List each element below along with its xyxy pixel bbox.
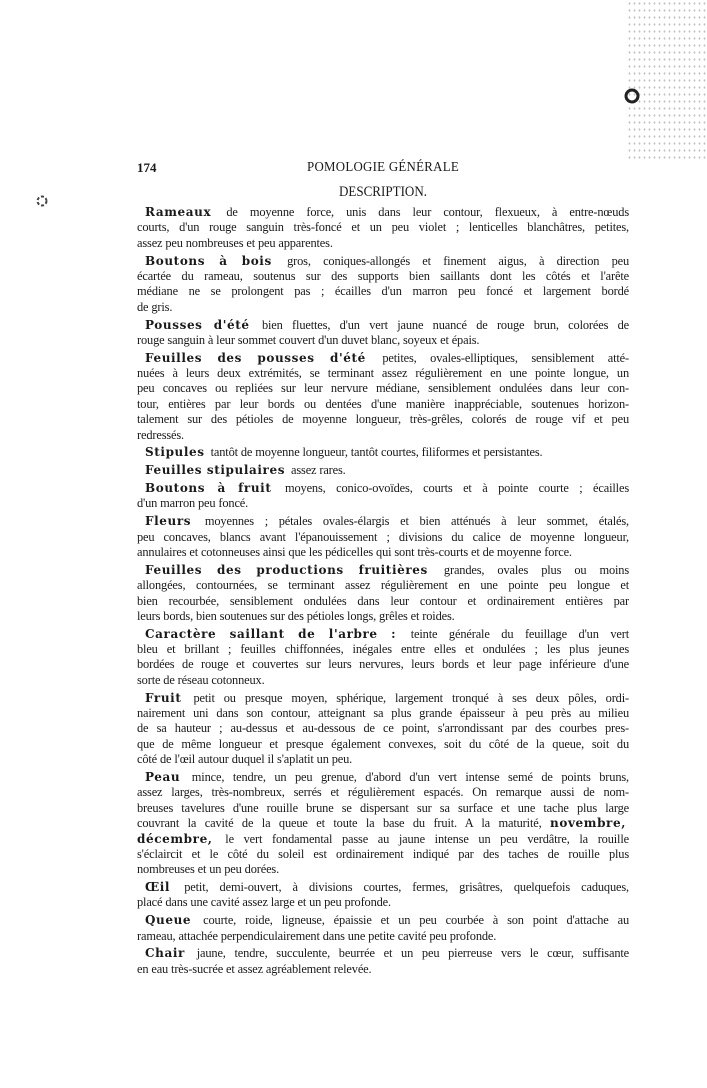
paragraph-term: Feuilles stipulaires bbox=[145, 463, 286, 478]
description-paragraph bbox=[137, 691, 629, 768]
description-paragraph bbox=[137, 880, 629, 911]
text-line: Boutons à fruit moyens, conico-ovoïdes, courts et à pointe courte ; écailles bbox=[145, 480, 629, 495]
text-line: Fruit petit ou presque moyen, sphérique, largement tronqué à ses deux pôles, ordi- bbox=[145, 690, 629, 705]
paragraph-term: Rameaux bbox=[145, 205, 212, 219]
paragraph-term: Fruit bbox=[145, 690, 182, 705]
paragraph-term: Pousses d'été bbox=[145, 317, 250, 332]
text-line: rouge sanguin à leur sommet couvert d'un duvet blanc, soyeux et épais. bbox=[137, 332, 480, 347]
text-line: de sa hauteur ; au-dessus et au-dessous de ce point, s'arrondissant par des courbes pres- bbox=[137, 721, 629, 736]
description-paragraph bbox=[137, 514, 629, 560]
text-line: placé dans une cavité assez large et un peu profonde. bbox=[137, 895, 391, 910]
scan-ring-mark-icon bbox=[622, 86, 642, 106]
scan-ring-mark-icon bbox=[34, 193, 50, 209]
text-line: bien recourbée, sensiblement ondulées dans leur contour et ordinairement entières par bbox=[137, 593, 629, 608]
paragraph-term: Stipules bbox=[145, 445, 205, 460]
text-line: nombreuses et un peu dorées. bbox=[137, 862, 280, 877]
text-line: bordées de rouge et couvertes sur leurs nervures, leurs bords et leur page inférieure d'une bbox=[137, 657, 629, 672]
text-line: Feuilles des productions fruitières grandes, ovales plus ou moins bbox=[145, 562, 630, 577]
text-line: talement sur des pétioles de moyenne longueur, très-grêles, colorés de rouge vif et peu bbox=[137, 412, 629, 427]
text-line: leurs bords, bien soutenues sur des pétioles longs, grêles et roides. bbox=[137, 608, 455, 623]
text-line: Pousses d'été bien fluettes, d'un vert jaune nuancé de rouge brun, colorées de bbox=[145, 317, 630, 332]
description-paragraph bbox=[137, 627, 629, 689]
text-line: assez larges, très-nombreux, serrés et régulièrement espacés. On remarque aussi de nom- bbox=[137, 785, 629, 800]
paragraph-term: Feuilles des pousses d'été bbox=[145, 350, 366, 365]
text-line: courts, d'un rouge sanguin très-foncé et un peu violet ; lenticelles blanchâtres, petites, bbox=[137, 220, 629, 235]
text-line: allongées, contournées, se terminant assez régulièrement en une pointe peu longue et bbox=[137, 578, 629, 593]
text-line: Rameaux de moyenne force, unis dans leur contour, flexueux, à entre-nœuds bbox=[145, 205, 629, 219]
paragraph-term: Chair bbox=[145, 946, 185, 961]
text-line: nairement uni dans son contour, atteignant sa plus grande épaisseur à peu près au milieu bbox=[137, 706, 629, 721]
text-line: de gris. bbox=[137, 299, 173, 314]
section-title: DESCRIPTION. bbox=[338, 184, 428, 200]
page-header bbox=[137, 160, 629, 180]
description-paragraph bbox=[137, 946, 629, 977]
text-line: sorte de réseau cotonneux. bbox=[137, 672, 265, 687]
text-line: médiane ne se prolongent pas ; écailles d'un marron peu foncé et largement bordé bbox=[137, 284, 629, 299]
text-line: Queue courte, roide, ligneuse, épaissie et un peu courbée à son point d'attache au bbox=[145, 913, 629, 928]
text-line: en eau très-sucrée et assez agréablement relevée. bbox=[137, 961, 372, 976]
page-number: 174 bbox=[137, 160, 157, 175]
scan-noise bbox=[627, 0, 707, 160]
description-paragraph bbox=[137, 770, 629, 878]
paragraph-term: Caractère saillant de l'arbre : bbox=[145, 626, 397, 641]
description-paragraph bbox=[137, 318, 629, 349]
paragraph-term: Œil bbox=[145, 880, 171, 895]
description-paragraph bbox=[137, 254, 629, 316]
text-line: que de même longueur et presque également convexes, soit du côté de la queue, soit du bbox=[137, 736, 629, 751]
running-head: POMOLOGIE GÉNÉRALE bbox=[306, 160, 460, 175]
text-line: Stipules tantôt de moyenne longueur, tantôt courtes, filiformes et persistantes. bbox=[145, 445, 543, 460]
text-line: Fleurs moyennes ; pétales ovales-élargis et bien atténués à leur sommet, étalés, bbox=[145, 514, 629, 529]
text-line: redressés. bbox=[137, 427, 185, 442]
text-line: nuées à leurs deux extrémités, se terminant assez régulièrement en une pointe longue, un bbox=[137, 366, 629, 381]
text-line: assez peu nombreuses et peu apparentes. bbox=[137, 235, 333, 250]
text-line: Caractère saillant de l'arbre : teinte générale du feuillage d'un vert bbox=[145, 626, 629, 641]
text-line: Feuilles stipulaires assez rares. bbox=[145, 463, 346, 478]
text-line: côté de l'œil autour duquel il s'aplatit un peu. bbox=[137, 752, 353, 767]
document-body bbox=[137, 205, 629, 980]
emphasis-term: décembre, bbox=[137, 831, 213, 846]
description-paragraph bbox=[137, 563, 629, 625]
description-paragraph bbox=[137, 913, 629, 944]
text-line: Œil petit, demi-ouvert, à divisions courtes, fermes, grisâtres, quelquefois caduques, bbox=[145, 880, 629, 895]
description-paragraph bbox=[137, 205, 629, 251]
paragraph-term: Feuilles des productions fruitières bbox=[145, 562, 428, 577]
text-line: bleu et brillant ; feuilles chiffonnées, inégales entre elles et ondulées ; les plus jeunes bbox=[137, 642, 629, 657]
text-line: écartée du rameau, soutenus sur des supports bien saillants dont les côtés et l'arête bbox=[137, 268, 629, 283]
text-line: s'éclaircit et le côté du soleil est ordinairement indiqué par des taches de rouille plus bbox=[137, 846, 629, 861]
text-line: peu concaves ou repliées sur leur nervure médiane, sensiblement ondulées dans leur con- bbox=[137, 381, 629, 396]
text-line: Peau mince, tendre, un peu grenue, d'abord d'un vert intense semé de points bruns, bbox=[145, 769, 629, 784]
paragraph-term: Boutons à fruit bbox=[145, 480, 272, 495]
text-line: breuses tavelures d'une rouille brune se dispersant sur sa surface et une tache plus large bbox=[137, 800, 629, 815]
text-line: rameau, attachée perpendiculairement dans une petite cavité peu profonde. bbox=[137, 928, 497, 943]
text-line: tour, entières par leur bords ou dentées d'une manière inappréciable, soutenues horizon- bbox=[137, 396, 629, 411]
emphasis-term: novembre, bbox=[550, 816, 626, 831]
description-paragraph bbox=[137, 445, 629, 460]
text-line: Boutons à bois gros, coniques-allongés et finement aigus, à direction peu bbox=[145, 253, 630, 268]
paragraph-term: Peau bbox=[145, 769, 181, 784]
description-paragraph bbox=[137, 481, 629, 512]
paragraph-term: Queue bbox=[145, 913, 192, 928]
text-line: peu concaves, blancs avant l'épanouissement ; divisions du calice de moyenne longueur, bbox=[137, 529, 629, 544]
description-paragraph bbox=[137, 351, 629, 443]
paragraph-term: Boutons à bois bbox=[145, 253, 272, 268]
text-line: couvrant la cavité de la queue et toute la base du fruit. A la maturité, novembre, bbox=[137, 816, 626, 831]
text-line: Chair jaune, tendre, succulente, beurrée et un peu pierreuse vers le cœur, suffisante bbox=[145, 946, 630, 961]
text-line: décembre, le vert fondamental passe au jaune intense un peu verdâtre, la rouille bbox=[137, 831, 629, 846]
text-line: d'un marron peu foncé. bbox=[137, 496, 249, 511]
text-line: Feuilles des pousses d'été petites, ovales-elliptiques, sensiblement atté- bbox=[145, 350, 629, 365]
paragraph-term: Fleurs bbox=[145, 514, 192, 529]
text-line: annulaires et cotonneuses ainsi que les pédicelles qui sont très-courts et de moyenne force. bbox=[137, 544, 572, 559]
description-paragraph bbox=[137, 463, 629, 478]
